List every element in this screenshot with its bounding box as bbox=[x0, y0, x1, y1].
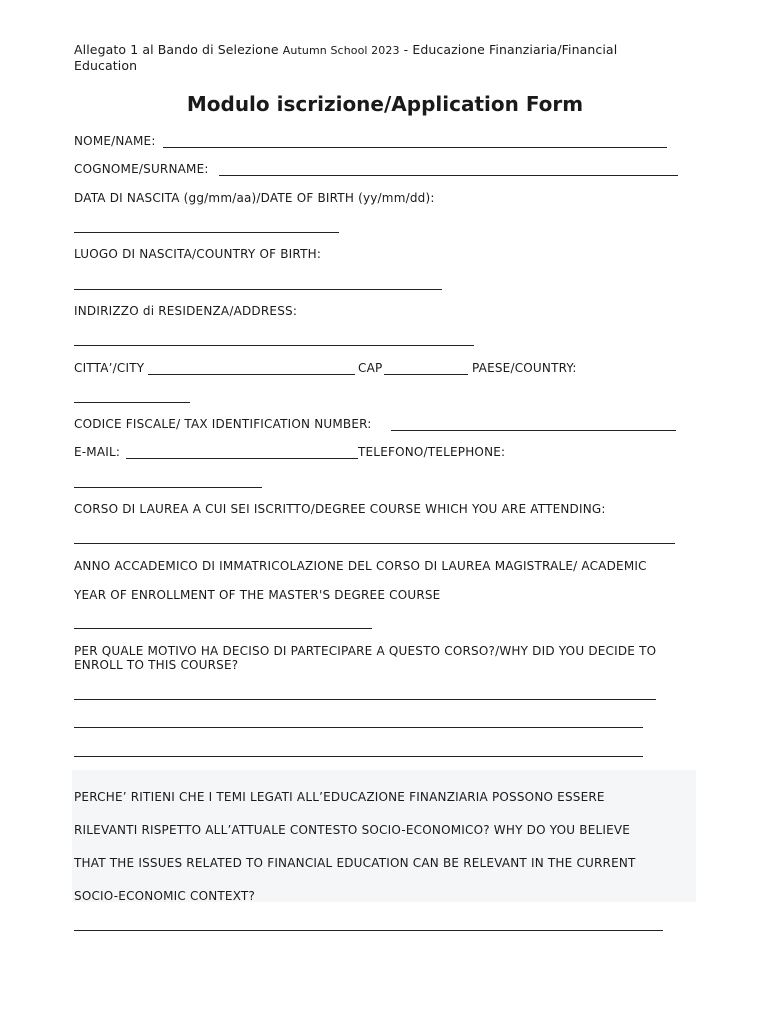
surname-input-line[interactable] bbox=[219, 175, 678, 176]
relevance-label-line2: RILEVANTI RISPETTO ALL’ATTUALE CONTESTO SOCIO-ECONOMICO? WHY DO YOU BELIEVE bbox=[74, 823, 631, 837]
header-text-line2: Education bbox=[74, 58, 138, 73]
address-label: INDIRIZZO di RESIDENZA/ADDRESS: bbox=[74, 304, 298, 318]
motivation-input-line-1[interactable] bbox=[74, 699, 656, 700]
header-text-part3: - Educazione Finanziaria/Financial bbox=[399, 42, 618, 57]
surname-label: COGNOME/SURNAME: bbox=[74, 162, 209, 176]
city-label: CITTA’/CITY bbox=[74, 361, 145, 375]
relevance-input-line[interactable] bbox=[74, 930, 663, 931]
tax-code-label: CODICE FISCALE/ TAX IDENTIFICATION NUMBER: bbox=[74, 417, 372, 431]
name-label: NOME/NAME: bbox=[74, 134, 156, 148]
country-input-line[interactable] bbox=[74, 402, 190, 403]
header-text-part1: Allegato 1 al Bando di Selezione bbox=[74, 42, 283, 57]
degree-course-input-line[interactable] bbox=[74, 543, 675, 544]
enrollment-year-label-line2: YEAR OF ENROLLMENT OF THE MASTER'S DEGREE COURSE bbox=[74, 588, 441, 602]
birth-place-input-line[interactable] bbox=[74, 289, 442, 290]
birth-date-label: DATA DI NASCITA (gg/mm/aa)/DATE OF BIRTH (yy/mm/dd): bbox=[74, 191, 435, 205]
document-header bbox=[74, 42, 617, 73]
cap-label: CAP bbox=[358, 361, 383, 375]
header-text-part2: Autumn School 2023 bbox=[282, 44, 400, 57]
relevance-label-line1: PERCHE’ RITIENI CHE I TEMI LEGATI ALL’EDUCAZIONE FINANZIARIA POSSONO ESSERE bbox=[74, 790, 605, 804]
motivation-label-line2: ENROLL TO THIS COURSE? bbox=[74, 658, 239, 672]
motivation-input-line-2[interactable] bbox=[74, 727, 643, 728]
email-label: E-MAIL: bbox=[74, 445, 121, 459]
enrollment-year-input-line[interactable] bbox=[74, 628, 372, 629]
tax-code-input-line[interactable] bbox=[391, 430, 676, 431]
city-input-line[interactable] bbox=[148, 374, 355, 375]
motivation-input-line-3[interactable] bbox=[74, 756, 643, 757]
phone-label: TELEFONO/TELEPHONE: bbox=[358, 445, 506, 459]
motivation-label-line1: PER QUALE MOTIVO HA DECISO DI PARTECIPARE A QUESTO CORSO?/WHY DID YOU DECIDE TO bbox=[74, 644, 657, 658]
phone-input-line[interactable] bbox=[74, 487, 262, 488]
country-label: PAESE/COUNTRY: bbox=[472, 361, 577, 375]
birth-place-label: LUOGO DI NASCITA/COUNTRY OF BIRTH: bbox=[74, 247, 322, 261]
relevance-label-line4: SOCIO-ECONOMIC CONTEXT? bbox=[74, 889, 256, 903]
birth-date-input-line[interactable] bbox=[74, 232, 339, 233]
address-input-line[interactable] bbox=[74, 345, 474, 346]
name-input-line[interactable] bbox=[163, 147, 667, 148]
form-title: Modulo iscrizione/Application Form bbox=[186, 92, 584, 116]
cap-input-line[interactable] bbox=[384, 374, 468, 375]
degree-course-label: CORSO DI LAUREA A CUI SEI ISCRITTO/DEGREE COURSE WHICH YOU ARE ATTENDING: bbox=[74, 502, 606, 516]
enrollment-year-label-line1: ANNO ACCADEMICO DI IMMATRICOLAZIONE DEL CORSO DI LAUREA MAGISTRALE/ ACADEMIC bbox=[74, 559, 647, 573]
relevance-label-line3: THAT THE ISSUES RELATED TO FINANCIAL EDUCATION CAN BE RELEVANT IN THE CURRENT bbox=[74, 856, 636, 870]
email-input-line[interactable] bbox=[126, 458, 358, 459]
